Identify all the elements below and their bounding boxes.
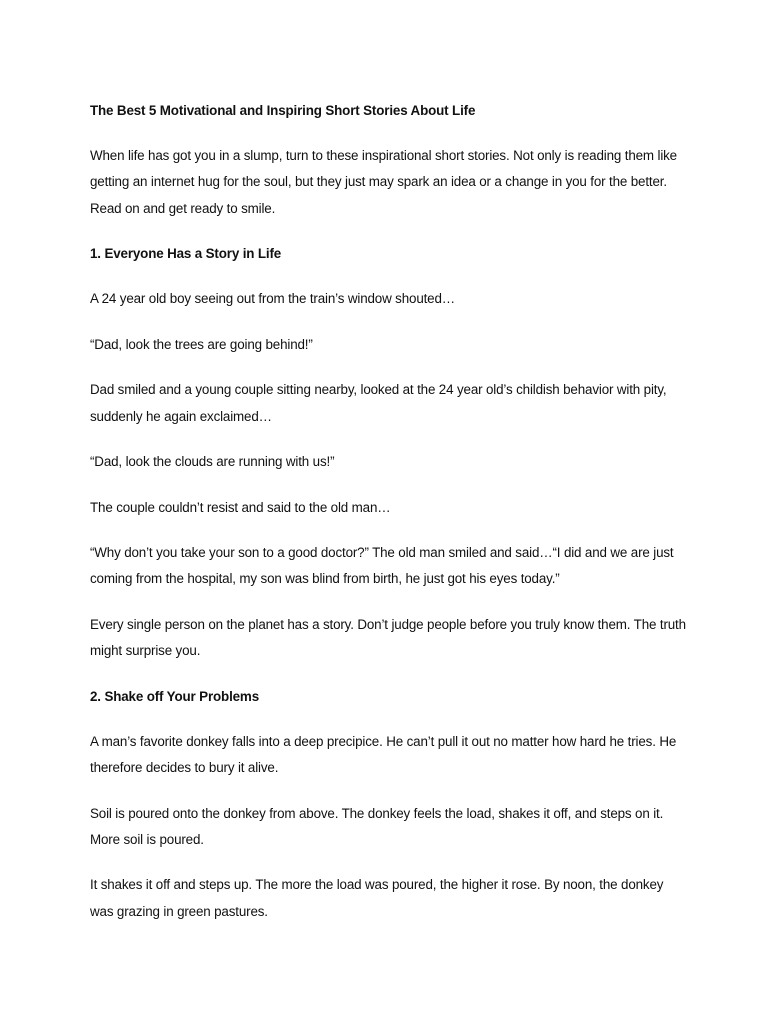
paragraph: It shakes it off and steps up. The more the load was poured, the higher it rose. By noon, the donkey was grazing in green pastures. — [90, 877, 664, 919]
document-title: The Best 5 Motivational and Inspiring Short Stories About Life — [90, 103, 476, 118]
paragraph: Soil is poured onto the donkey from above. The donkey feels the load, shakes it off, and steps on it. More soil is poured. — [90, 805, 664, 847]
intro-paragraph: When life has got you in a slump, turn to these inspirational short stories. Not only is reading them like getting an internet hug for the soul, but they just may spark an idea or a change in you for the better. Read on and get ready to smile. — [90, 148, 677, 216]
paragraph: A man’s favorite donkey falls into a deep precipice. He can’t pull it out no matter how hard he tries. He therefore decides to bury it alive. — [90, 733, 677, 776]
paragraph: “Dad, look the trees are going behind!” — [90, 336, 313, 352]
paragraph: A 24 year old boy seeing out from the train’s window shouted… — [90, 291, 456, 307]
section-2-heading: 2. Shake off Your Problems — [90, 688, 259, 704]
paragraph: The couple couldn’t resist and said to the old man… — [90, 499, 391, 515]
paragraph: “Dad, look the clouds are running with us!” — [90, 454, 335, 470]
section-1-heading: 1. Everyone Has a Story in Life — [90, 246, 282, 262]
document-page — [90, 98, 690, 925]
paragraph: Dad smiled and a young couple sitting nearby, looked at the 24 year old’s childish behavior with pity, suddenly he again exclaimed… — [90, 382, 667, 424]
paragraph: Every single person on the planet has a story. Don’t judge people before you truly know them. The truth might surprise you. — [90, 616, 686, 659]
paragraph: “Why don’t you take your son to a good doctor?” The old man smiled and said…“I did and we are just coming from the hospital, my son was blind from birth, he just got his eyes today.” — [90, 545, 674, 587]
